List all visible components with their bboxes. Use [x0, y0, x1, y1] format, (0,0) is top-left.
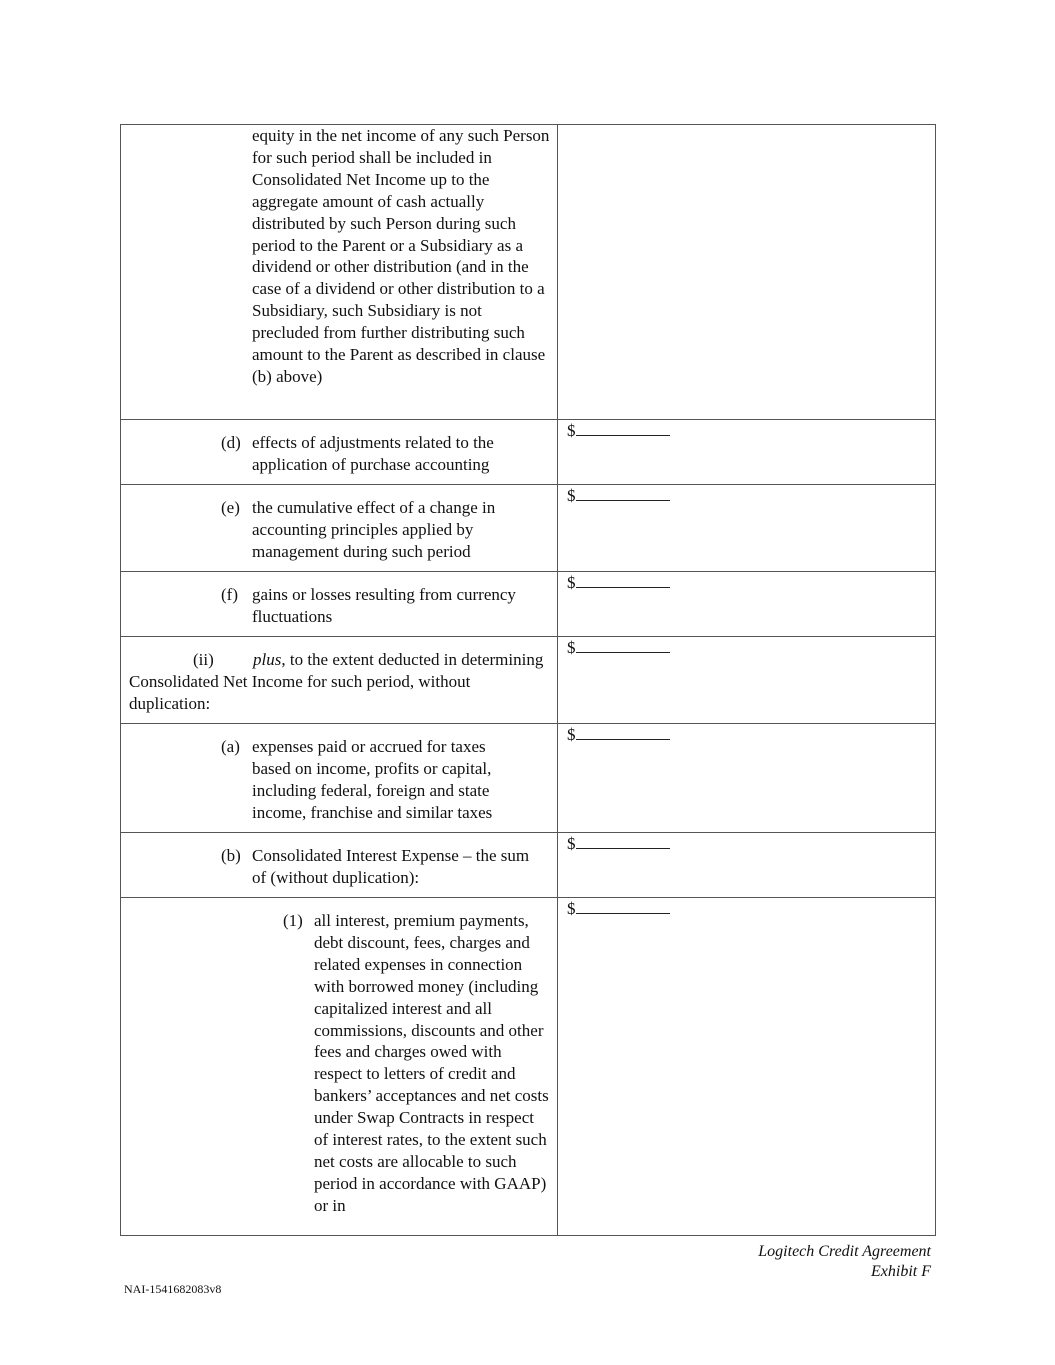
clause-1-text: all interest, premium payments, debt discount, fees, charges and related expenses in connection with borrowed money (including capitalized interest and all commissions, discounts and other fees and charges owed with respect to letters of credit and bankers’ acceptances and net costs under Swap Contracts in respect of interest rates, to the extent such net costs are allocable to such period in accordance with GAAP) or in [314, 911, 549, 1215]
dollar-sign: $ [567, 638, 576, 657]
amount-blank [576, 898, 670, 914]
amount-blank [576, 485, 670, 501]
amount-cell [558, 898, 936, 1236]
dollar-sign: $ [567, 899, 576, 918]
footer-agreement-name: Logitech Credit Agreement [758, 1243, 931, 1260]
clause-label: (e) [221, 498, 240, 517]
clause-a-text: expenses paid or accrued for taxes based on income, profits or capital, including federal, foreign and state income, franchise and similar taxes [252, 737, 493, 822]
table-row-ii [121, 637, 936, 724]
amount-blank [576, 724, 670, 740]
description-cell [121, 898, 558, 1236]
amount-cell [558, 724, 936, 833]
dollar-sign: $ [567, 573, 576, 592]
description-cell [121, 724, 558, 833]
amount-blank [576, 637, 670, 653]
document-id: NAI-1541682083v8 [124, 1282, 222, 1296]
clause-d-text: effects of adjustments related to the application of purchase accounting [252, 433, 494, 474]
description-cell [121, 125, 558, 420]
table-row-1 [121, 898, 936, 1236]
footer-exhibit: Exhibit F [871, 1263, 931, 1280]
plus-emphasis: plus [253, 650, 282, 669]
amount-blank [576, 420, 670, 436]
clause-label: (f) [221, 585, 238, 604]
footer-title [758, 1242, 931, 1282]
dollar-sign: $ [567, 421, 576, 440]
clause-label: (a) [221, 737, 240, 756]
amount-cell [558, 572, 936, 637]
description-cell [121, 572, 558, 637]
table-row-b [121, 833, 936, 898]
clause-ii-text: , to the extent deducted in determining Consolidated Net Income for such period, without duplication: [129, 650, 544, 713]
table-row-e [121, 485, 936, 572]
clause-e-text: the cumulative effect of a change in accounting principles applied by management during such period [252, 498, 496, 561]
table-row-d [121, 420, 936, 485]
clause-label: (b) [221, 846, 241, 865]
clause-label: (d) [221, 433, 241, 452]
description-cell [121, 637, 558, 724]
clause-b-text: Consolidated Interest Expense – the sum of (without duplication): [252, 846, 530, 887]
dollar-sign: $ [567, 834, 576, 853]
amount-cell [558, 485, 936, 572]
description-cell [121, 833, 558, 898]
amount-blank [576, 572, 670, 588]
amount-blank [576, 833, 670, 849]
dollar-sign: $ [567, 486, 576, 505]
amount-cell [558, 637, 936, 724]
calculation-table [120, 124, 936, 1236]
description-cell [121, 420, 558, 485]
clause-label: (ii) [193, 650, 214, 669]
table-row-a [121, 724, 936, 833]
table-row-c-continued [121, 125, 936, 420]
amount-cell [558, 833, 936, 898]
table-row-f [121, 572, 936, 637]
clause-f-text: gains or losses resulting from currency fluctuations [252, 585, 516, 626]
clause-label: (1) [283, 911, 303, 930]
dollar-sign: $ [567, 725, 576, 744]
amount-cell-empty [558, 125, 936, 420]
description-cell [121, 485, 558, 572]
amount-cell [558, 420, 936, 485]
clause-c-continued-text: equity in the net income of any such Person for such period shall be included in Consolidated Net Income up to the aggregate amount of cash actually distributed by such Person during such period to the Parent or a Subsidiary as a dividend or other distribution (and in the case of a dividend or other distribution to a Subsidiary, such Subsidiary is not precluded from further distributing such amount to the Parent as described in clause (b) above) [252, 126, 550, 386]
